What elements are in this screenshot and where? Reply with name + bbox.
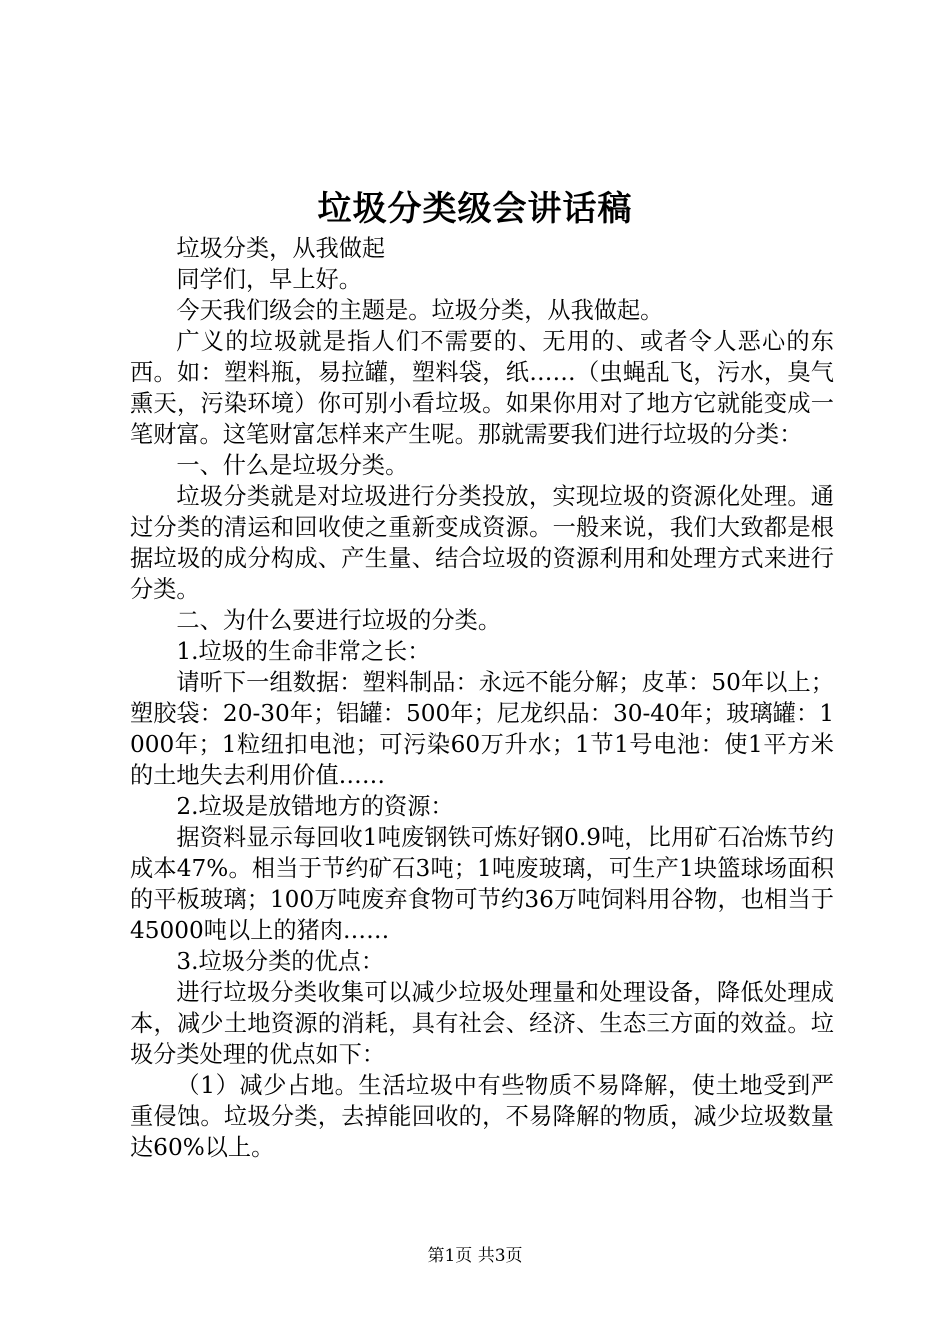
- subsection-heading: 3.垃圾分类的优点：: [176, 948, 385, 975]
- paragraph: （1）减少占地。生活垃圾中有些物质不易降解，使土地受到严重侵蚀。垃圾分类，去掉能回收的，不易降解的物质，减少垃圾数量达60%以上。: [130, 1072, 834, 1161]
- document-title: 垃圾分类级会讲话稿: [317, 189, 633, 229]
- paragraph: 同学们，早上好。: [176, 266, 362, 293]
- paragraph: 垃圾分类就是对垃圾进行分类投放，实现垃圾的资源化处理。通过分类的清运和回收使之重新变成资源。一般来说，我们大致都是根据垃圾的成分构成、产生量、结合垃圾的资源利用和处理方式来进行分类。: [130, 483, 834, 603]
- paragraph: 据资料显示每回收1吨废钢铁可炼好钢0.9吨，比用矿石冶炼节约成本47%。相当于节约矿石3吨；1吨废玻璃，可生产1块篮球场面积的平板玻璃；100万吨废弃食物可节约36万吨饲料用谷物，也相当于45000吨以上的猪肉……: [130, 824, 834, 944]
- subsection-heading: 2.垃圾是放错地方的资源：: [176, 793, 454, 820]
- document-body: [130, 233, 834, 1163]
- paragraph: 广义的垃圾就是指人们不需要的、无用的、或者令人恶心的东西。如：塑料瓶，易拉罐，塑料袋，纸……（虫蝇乱飞，污水，臭气熏天，污染环境）你可别小看垃圾。如果你用对了地方它就能变成一笔财富。这笔财富怎样来产生呢。那就需要我们进行垃圾的分类：: [130, 328, 834, 448]
- paragraph: 垃圾分类，从我做起: [176, 235, 386, 262]
- subsection-heading: 1.垃圾的生命非常之长：: [176, 638, 431, 665]
- page-footer: 第1页 共3页: [427, 1246, 523, 1266]
- section-heading: 一、什么是垃圾分类。: [176, 452, 409, 479]
- paragraph: 进行垃圾分类收集可以减少垃圾处理量和处理设备，降低处理成本，减少土地资源的消耗，具有社会、经济、生态三方面的效益。垃圾分类处理的优点如下：: [130, 979, 834, 1068]
- paragraph: 今天我们级会的主题是。垃圾分类，从我做起。: [176, 297, 664, 324]
- section-heading: 二、为什么要进行垃圾的分类。: [176, 607, 502, 634]
- paragraph: 请听下一组数据：塑料制品：永远不能分解；皮革：50年以上；塑胶袋：20-30年；铝罐：500年；尼龙织品：30-40年；玻璃罐：1000年；1粒纽扣电池；可污染60万升水；1节1号电池：使1平方米的土地失去利用价值……: [130, 669, 834, 789]
